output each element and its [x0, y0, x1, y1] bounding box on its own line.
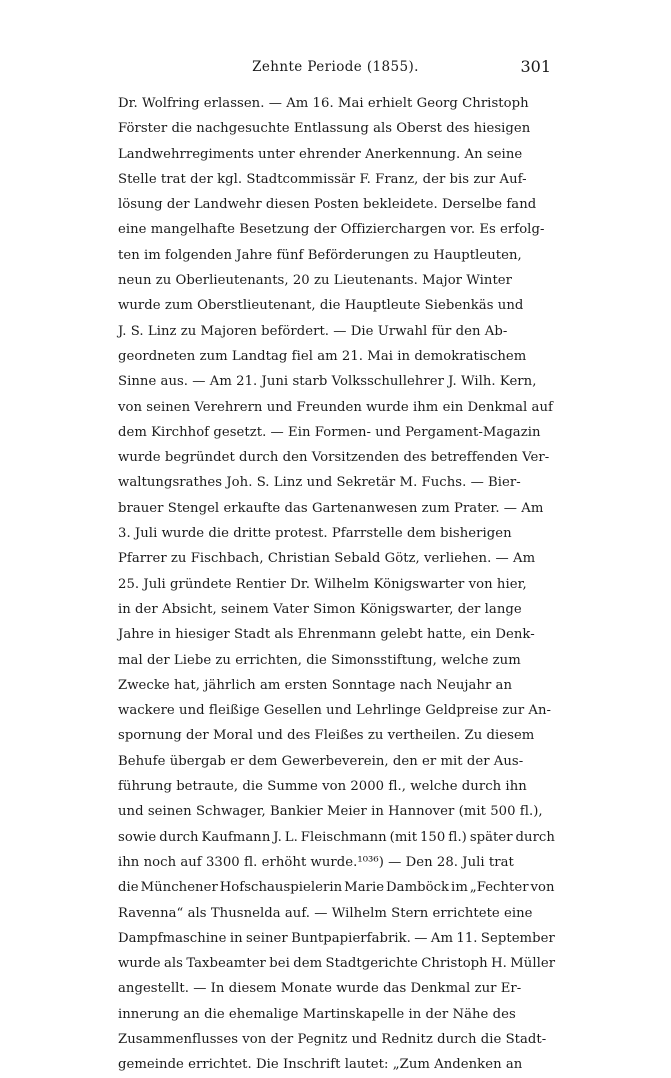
text-line: Stelle trat der kgl. Stadtcommissär F. Franz, der bis zur Auf- — [118, 171, 527, 187]
page-number: 301 — [520, 57, 551, 76]
text-line: ten im folgenden Jahre fünf Beförderungen zu Hauptleuten, — [118, 247, 522, 263]
text-line: Förster die nachgesuchte Entlassung als Oberst des hiesigen — [118, 121, 531, 137]
text-line: und seinen Schwager, Bankier Meier in Hannover (mit 500 fl.), — [118, 804, 543, 820]
text-line: Dampfmaschine in seiner Buntpapierfabrik. — Am 11. September — [118, 930, 555, 946]
text-line: wackere und fleißige Gesellen und Lehrlinge Geldpreise zur An- — [118, 703, 552, 719]
text-line: mal der Liebe zu errichten, die Simonsstiftung, welche zum — [118, 652, 521, 668]
text-line: geordneten zum Landtag fiel am 21. Mai in demokratischem — [118, 348, 527, 364]
text-line: Pfarrer zu Fischbach, Christian Sebald Götz, verliehen. — Am — [118, 551, 536, 567]
text-line: sowie durch Kaufmann J. L. Fleischmann (mit 150 fl.) später durch — [118, 829, 555, 845]
text-line: innerung an die ehemalige Martinskapelle in der Nähe des — [118, 1006, 516, 1022]
text-line: Sinne aus. — Am 21. Juni starb Volksschullehrer J. Wilh. Kern, — [118, 374, 537, 390]
text-line: neun zu Oberlieutenants, 20 zu Lieutenants. Major Winter — [118, 273, 513, 289]
text-line: angestellt. — In diesem Monate wurde das Denkmal zur Er- — [118, 981, 522, 997]
text-line: eine mangelhafte Besetzung der Offizierchargen vor. Es erfolg- — [118, 222, 545, 238]
text-line: J. S. Linz zu Majoren befördert. — Die Urwahl für den Ab- — [118, 323, 508, 339]
text-line: brauer Stengel erkaufte das Gartenanwesen zum Prater. — Am — [118, 500, 544, 516]
text-line: wurde begründet durch den Vorsitzenden des betreffenden Ver- — [118, 450, 550, 466]
text-line: lösung der Landwehr diesen Posten bekleidete. Derselbe fand — [118, 197, 537, 213]
text-line: Behufe übergab er dem Gewerbeverein, den er mit der Aus- — [118, 753, 524, 769]
text-line: wurde als Taxbeamter bei dem Stadtgerichte Christoph H. Müller — [118, 956, 556, 972]
text-line: in der Absicht, seinem Vater Simon Königswarter, der lange — [118, 601, 522, 617]
text-line: spornung der Moral und des Fleißes zu vertheilen. Zu diesem — [118, 728, 535, 744]
text-line: Zwecke hat, jährlich am ersten Sonntage nach Neujahr an — [118, 677, 513, 693]
text-line: von seinen Verehrern und Freunden wurde ihm ein Denkmal auf — [118, 399, 553, 415]
text-line: waltungsrathes Joh. S. Linz und Sekretär M. Fuchs. — Bier- — [118, 475, 521, 491]
text-line: die Münchener Hofschauspielerin Marie Damböck im „Fechter von — [118, 880, 555, 896]
text-line: Dr. Wolfring erlassen. — Am 16. Mai erhielt Georg Christoph — [118, 96, 529, 111]
text-line: ihn noch auf 3300 fl. erhöht wurde.¹⁰³⁶) — Den 28. Juli trat — [118, 854, 514, 870]
text-line: 25. Juli gründete Rentier Dr. Wilhelm Königswarter von hier, — [118, 576, 527, 592]
text-line: Zusammenflusses von der Pegnitz und Rednitz durch die Stadt- — [118, 1031, 547, 1047]
text-line: 3. Juli wurde die dritte protest. Pfarrstelle dem bisherigen — [118, 526, 512, 542]
text-line: Landwehrregiments unter ehrender Anerkennung. An seine — [118, 146, 523, 162]
text-line: gemeinde errichtet. Die Inschrift lautet: „Zum Andenken an — [118, 1057, 523, 1073]
text-line: führung betraute, die Summe von 2000 fl., welche durch ihn — [118, 779, 527, 795]
text-line: Ravenna“ als Thusnelda auf. — Wilhelm Stern errichtete eine — [118, 905, 533, 921]
body-text — [118, 91, 555, 1078]
running-title: Zehnte Periode (1855). — [252, 59, 419, 75]
text-line: wurde zum Oberstlieutenant, die Hauptleute Siebenkäs und — [118, 298, 524, 314]
text-line: dem Kirchhof gesetzt. — Ein Formen- und Pergament-Magazin — [118, 424, 541, 440]
text-line: Jahre in hiesiger Stadt als Ehrenmann gelebt hatte, ein Denk- — [118, 627, 535, 643]
